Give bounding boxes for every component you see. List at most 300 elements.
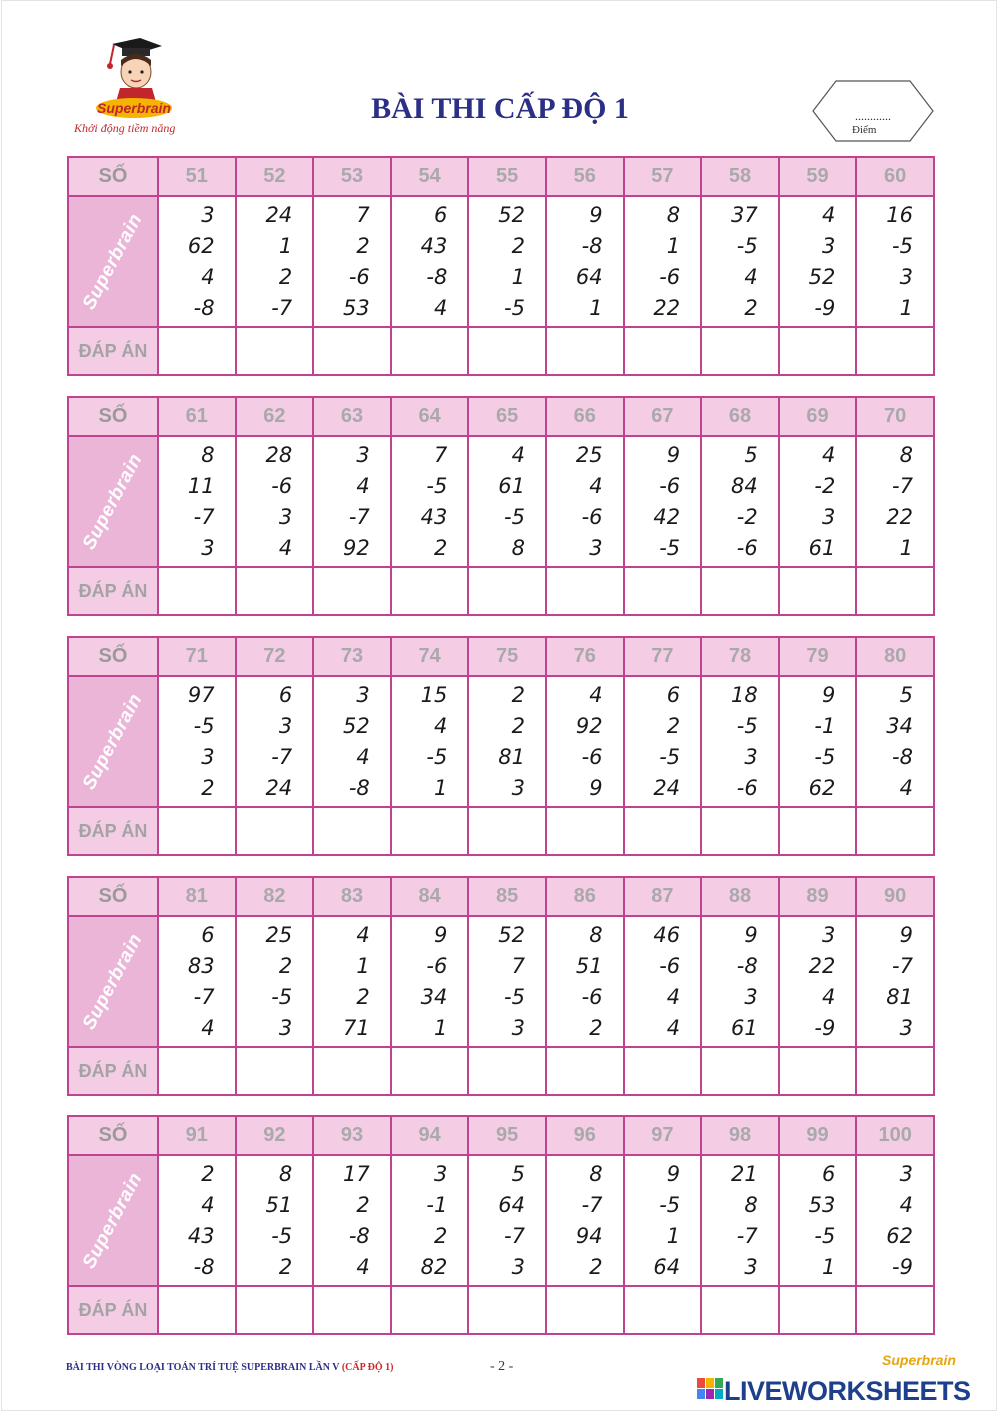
problem-number: 64: [391, 397, 469, 436]
brand-mark: Superbrain: [78, 929, 147, 1033]
operand: 64: [653, 1254, 681, 1279]
operand: 2: [511, 233, 525, 258]
answer-cell[interactable]: [391, 567, 469, 615]
operand: 42: [653, 504, 681, 529]
operand: 2: [201, 775, 215, 800]
problem-number: 94: [391, 1116, 469, 1155]
problem-number: 55: [468, 157, 546, 196]
answer-cell[interactable]: [701, 1047, 779, 1095]
operand: 24: [653, 775, 681, 800]
operand: 4: [821, 984, 836, 1009]
answer-row: [68, 567, 934, 615]
operand: 9: [434, 922, 448, 947]
answer-cell[interactable]: [701, 567, 779, 615]
footer-title: BÀI THI VÒNG LOẠI TOÁN TRÍ TUỆ SUPERBRAIN LẦN V: [66, 1362, 340, 1373]
problem-number: 59: [779, 157, 857, 196]
operand: 62: [808, 775, 836, 800]
problem-number: 93: [313, 1116, 391, 1155]
number-row: [68, 157, 934, 196]
operand: 4: [666, 984, 681, 1009]
problem-number: 91: [158, 1116, 236, 1155]
problem-numbers: [546, 1155, 624, 1286]
problem-numbers: [701, 436, 779, 567]
problem-number: 87: [624, 877, 702, 916]
operand: 52: [343, 713, 370, 738]
operand: 25: [575, 442, 603, 467]
operand: -5: [426, 744, 448, 769]
operand: 3: [434, 1161, 448, 1186]
operand: 3: [201, 744, 215, 769]
problem-numbers: [158, 436, 236, 567]
problem-numbers: [313, 1155, 391, 1286]
answer-cell[interactable]: [468, 567, 546, 615]
operand: 9: [666, 442, 681, 467]
operand: 4: [821, 442, 836, 467]
answer-row: [68, 807, 934, 855]
operand: 7: [356, 202, 370, 227]
operand: 1: [511, 264, 525, 289]
operand: 34: [420, 984, 448, 1009]
problem-numbers: [701, 1155, 779, 1286]
so-label: SỐ: [68, 157, 158, 196]
problem-number: 77: [624, 637, 702, 676]
dap-an-label: ĐÁP ÁN: [68, 327, 158, 375]
operand: 81: [498, 744, 525, 769]
answer-cell[interactable]: [624, 1286, 702, 1334]
operand: -6: [659, 264, 681, 289]
operand: 3: [201, 202, 215, 227]
problem-numbers: [158, 196, 236, 327]
footer-text: [66, 1362, 394, 1373]
answer-row: [68, 1286, 934, 1334]
operand: 7: [434, 442, 448, 467]
problem-number: 63: [313, 397, 391, 436]
problem-numbers: [624, 196, 702, 327]
operand: -5: [659, 535, 681, 560]
operand: -7: [271, 295, 293, 320]
operand: -8: [348, 1223, 370, 1248]
brand-cell: [68, 916, 158, 1047]
operand: 9: [589, 775, 603, 800]
problem-numbers: [313, 676, 391, 807]
numbers-row: [68, 916, 934, 1047]
operand: -6: [271, 473, 293, 498]
operand: 22: [653, 295, 681, 320]
problem-numbers: [313, 196, 391, 327]
operand: 4: [899, 775, 913, 800]
problem-number: 75: [468, 637, 546, 676]
answer-cell[interactable]: [236, 1286, 314, 1334]
problem-number: 66: [546, 397, 624, 436]
operand: -5: [736, 713, 758, 738]
problem-number: 53: [313, 157, 391, 196]
operand: 92: [575, 713, 603, 738]
operand: -5: [504, 984, 525, 1009]
operand: -5: [814, 744, 836, 769]
problem-number: 52: [236, 157, 314, 196]
operand: -7: [193, 504, 215, 529]
answer-cell[interactable]: [391, 327, 469, 375]
liveworksheets-icon: [697, 1378, 723, 1400]
problem-number: 84: [391, 877, 469, 916]
answer-cell[interactable]: [236, 567, 314, 615]
operand: 7: [511, 953, 525, 978]
logo-tagline: Khởi động tiềm năng: [74, 121, 176, 135]
operand: 3: [356, 442, 370, 467]
operand: -5: [659, 1192, 681, 1217]
operand: 3: [278, 504, 293, 529]
problem-number: 70: [856, 397, 934, 436]
answer-cell[interactable]: [779, 567, 857, 615]
operand: 97: [187, 682, 215, 707]
operand: 84: [731, 473, 758, 498]
operand: 4: [356, 744, 370, 769]
operand: 81: [886, 984, 913, 1009]
answer-cell[interactable]: [391, 1286, 469, 1334]
operand: 4: [666, 1015, 681, 1040]
problem-number: 89: [779, 877, 857, 916]
operand: 2: [589, 1015, 603, 1040]
operand: 1: [821, 1254, 836, 1279]
answer-cell[interactable]: [468, 1286, 546, 1334]
operand: -6: [581, 984, 603, 1009]
operand: 8: [589, 922, 603, 947]
operand: 2: [356, 984, 370, 1009]
operand: 4: [201, 1015, 215, 1040]
score-label: Điểm: [852, 124, 877, 136]
operand: -5: [659, 744, 681, 769]
answer-cell[interactable]: [158, 327, 236, 375]
operand: -9: [814, 1015, 836, 1040]
operand: 8: [899, 442, 913, 467]
problem-block: [67, 1115, 935, 1335]
problem-numbers: [701, 196, 779, 327]
answer-cell[interactable]: [779, 807, 857, 855]
operand: -5: [504, 295, 525, 320]
operand: 4: [744, 264, 758, 289]
problem-number: 97: [624, 1116, 702, 1155]
problem-number: 96: [546, 1116, 624, 1155]
operand: 6: [278, 682, 293, 707]
operand: 2: [201, 1161, 215, 1186]
answer-cell[interactable]: [624, 1047, 702, 1095]
problem-numbers: [158, 916, 236, 1047]
answer-cell[interactable]: [546, 1286, 624, 1334]
operand: 52: [498, 202, 525, 227]
operand: 4: [356, 1254, 370, 1279]
operand: 2: [744, 295, 758, 320]
answer-cell[interactable]: [701, 327, 779, 375]
operand: 3: [899, 1015, 913, 1040]
brand-cell: [68, 676, 158, 807]
operand: -6: [581, 504, 603, 529]
problem-number: 99: [779, 1116, 857, 1155]
operand: 2: [589, 1254, 603, 1279]
answer-cell[interactable]: [856, 567, 934, 615]
operand: -6: [348, 264, 370, 289]
problem-number: 85: [468, 877, 546, 916]
answer-cell[interactable]: [546, 807, 624, 855]
problem-numbers: [779, 196, 857, 327]
numbers-row: [68, 196, 934, 327]
brand-cell: [68, 196, 158, 327]
problem-numbers: [779, 436, 857, 567]
operand: 71: [343, 1015, 370, 1040]
operand: 2: [278, 953, 293, 978]
answer-cell[interactable]: [468, 1047, 546, 1095]
operand: 1: [278, 233, 293, 258]
operand: 61: [808, 535, 836, 560]
operand: -5: [504, 504, 525, 529]
answer-cell[interactable]: [158, 1286, 236, 1334]
operand: -8: [581, 233, 603, 258]
operand: -7: [581, 1192, 603, 1217]
operand: 53: [808, 1192, 836, 1217]
operand: -5: [271, 1223, 293, 1248]
answer-cell[interactable]: [236, 807, 314, 855]
operand: 18: [731, 682, 758, 707]
answer-cell[interactable]: [313, 807, 391, 855]
operand: 9: [666, 1161, 681, 1186]
answer-cell[interactable]: [158, 1047, 236, 1095]
numbers-row: [68, 676, 934, 807]
operand: 22: [886, 504, 913, 529]
answer-cell[interactable]: [158, 567, 236, 615]
operand: 2: [511, 682, 525, 707]
operand: -5: [271, 984, 293, 1009]
answer-cell[interactable]: [313, 567, 391, 615]
operand: -7: [271, 744, 293, 769]
operand: 3: [899, 1161, 913, 1186]
operand: -8: [348, 775, 370, 800]
problem-numbers: [391, 1155, 469, 1286]
problem-number: 58: [701, 157, 779, 196]
problem-number: 81: [158, 877, 236, 916]
operand: -5: [736, 233, 758, 258]
operand: 8: [201, 442, 215, 467]
operand: 9: [589, 202, 603, 227]
problem-numbers: [856, 676, 934, 807]
footer-logo: Superbrain: [882, 1352, 956, 1368]
score-dots: ............: [855, 109, 891, 123]
problem-numbers: [391, 196, 469, 327]
operand: -6: [581, 744, 603, 769]
answer-cell[interactable]: [468, 327, 546, 375]
operand: -9: [814, 295, 836, 320]
problem-number: 69: [779, 397, 857, 436]
operand: 5: [744, 442, 758, 467]
problem-number: 60: [856, 157, 934, 196]
operand: 2: [356, 1192, 370, 1217]
answer-row: [68, 327, 934, 375]
problem-numbers: [468, 1155, 546, 1286]
problem-numbers: [236, 196, 314, 327]
operand: 2: [278, 264, 293, 289]
answer-cell[interactable]: [856, 1286, 934, 1334]
problem-block: [67, 156, 935, 376]
answer-cell[interactable]: [624, 807, 702, 855]
operand: 51: [575, 953, 603, 978]
problem-number: 78: [701, 637, 779, 676]
answer-cell[interactable]: [313, 1047, 391, 1095]
operand: -7: [348, 504, 370, 529]
problem-number: 76: [546, 637, 624, 676]
operand: 8: [278, 1161, 293, 1186]
number-row: [68, 637, 934, 676]
page-number: - 2 -: [490, 1359, 514, 1374]
answer-cell[interactable]: [313, 1286, 391, 1334]
operand: 1: [899, 295, 913, 320]
operand: -1: [426, 1192, 448, 1217]
problem-numbers: [313, 436, 391, 567]
so-label: SỐ: [68, 877, 158, 916]
problem-number: 54: [391, 157, 469, 196]
brand-mark: Superbrain: [78, 689, 147, 793]
problem-numbers: [468, 196, 546, 327]
operand: 34: [886, 713, 913, 738]
operand: 61: [498, 473, 525, 498]
problem-numbers: [779, 916, 857, 1047]
operand: 25: [265, 922, 293, 947]
page-title: BÀI THI CẤP ĐỘ 1: [371, 92, 629, 125]
problem-numbers: [624, 676, 702, 807]
operand: 92: [343, 535, 370, 560]
operand: 51: [265, 1192, 293, 1217]
problem-numbers: [546, 916, 624, 1047]
operand: -8: [193, 1254, 215, 1279]
operand: -6: [659, 473, 681, 498]
problem-numbers: [391, 436, 469, 567]
operand: 4: [434, 713, 448, 738]
problem-number: 82: [236, 877, 314, 916]
problem-numbers: [236, 916, 314, 1047]
operand: -7: [193, 984, 215, 1009]
logo-word: Superbrain: [97, 100, 171, 116]
operand: 4: [356, 473, 370, 498]
answer-cell[interactable]: [701, 807, 779, 855]
answer-cell[interactable]: [391, 807, 469, 855]
operand: 5: [899, 682, 913, 707]
answer-cell[interactable]: [313, 327, 391, 375]
problem-numbers: [158, 676, 236, 807]
problem-numbers: [856, 436, 934, 567]
brand-cell: [68, 1155, 158, 1286]
problem-block: [67, 636, 935, 856]
operand: 37: [731, 202, 758, 227]
answer-cell[interactable]: [779, 1047, 857, 1095]
operand: -6: [736, 535, 758, 560]
problem-numbers: [701, 676, 779, 807]
numbers-row: [68, 1155, 934, 1286]
answer-cell[interactable]: [624, 327, 702, 375]
operand: 9: [744, 922, 758, 947]
operand: -8: [736, 953, 758, 978]
answer-cell[interactable]: [236, 1047, 314, 1095]
problem-number: 56: [546, 157, 624, 196]
answer-cell[interactable]: [856, 1047, 934, 1095]
operand: 22: [808, 953, 836, 978]
operand: -8: [426, 264, 448, 289]
so-label: SỐ: [68, 637, 158, 676]
footer-level: (CẤP ĐỘ 1): [341, 1362, 394, 1373]
operand: 16: [886, 202, 913, 227]
answer-cell[interactable]: [236, 327, 314, 375]
operand: 53: [343, 295, 370, 320]
operand: 8: [589, 1161, 603, 1186]
operand: 8: [666, 202, 681, 227]
liveworksheets-watermark: LIVEWORKSHEETS: [724, 1376, 971, 1406]
problem-numbers: [624, 1155, 702, 1286]
answer-cell[interactable]: [391, 1047, 469, 1095]
number-row: [68, 1116, 934, 1155]
operand: 61: [731, 1015, 758, 1040]
operand: 3: [589, 535, 603, 560]
problem-numbers: [546, 436, 624, 567]
operand: 3: [278, 713, 293, 738]
operand: 4: [201, 264, 215, 289]
operand: 6: [821, 1161, 836, 1186]
operand: 4: [821, 202, 836, 227]
so-label: SỐ: [68, 1116, 158, 1155]
operand: 3: [744, 744, 758, 769]
answer-cell[interactable]: [468, 807, 546, 855]
answer-cell[interactable]: [856, 327, 934, 375]
answer-cell[interactable]: [546, 1047, 624, 1095]
operand: 2: [356, 233, 370, 258]
problem-number: 68: [701, 397, 779, 436]
problem-numbers: [158, 1155, 236, 1286]
answer-cell[interactable]: [546, 567, 624, 615]
problem-number: 61: [158, 397, 236, 436]
answer-cell[interactable]: [624, 567, 702, 615]
answer-cell[interactable]: [779, 1286, 857, 1334]
operand: 3: [511, 1254, 525, 1279]
operand: -5: [193, 713, 215, 738]
operand: 3: [278, 1015, 293, 1040]
problem-number: 79: [779, 637, 857, 676]
problem-number: 92: [236, 1116, 314, 1155]
answer-cell[interactable]: [546, 327, 624, 375]
problem-numbers: [313, 916, 391, 1047]
dap-an-label: ĐÁP ÁN: [68, 807, 158, 855]
operand: 43: [420, 233, 448, 258]
dap-an-label: ĐÁP ÁN: [68, 1286, 158, 1334]
answer-cell[interactable]: [158, 807, 236, 855]
operand: 1: [666, 1223, 681, 1248]
operand: 3: [744, 984, 758, 1009]
problem-numbers: [856, 916, 934, 1047]
operand: -6: [659, 953, 681, 978]
operand: 15: [420, 682, 448, 707]
operand: 4: [589, 682, 603, 707]
brand-mark: Superbrain: [78, 449, 147, 553]
operand: 4: [899, 1192, 913, 1217]
answer-cell[interactable]: [856, 807, 934, 855]
operand: 4: [201, 1192, 215, 1217]
problem-numbers: [236, 436, 314, 567]
problem-number: 90: [856, 877, 934, 916]
operand: 6: [666, 682, 681, 707]
dap-an-label: ĐÁP ÁN: [68, 1047, 158, 1095]
problem-number: 65: [468, 397, 546, 436]
operand: 4: [434, 295, 448, 320]
answer-cell[interactable]: [779, 327, 857, 375]
operand: -5: [892, 233, 913, 258]
problem-numbers: [856, 196, 934, 327]
operand: 1: [434, 1015, 448, 1040]
operand: 3: [201, 535, 215, 560]
answer-cell[interactable]: [701, 1286, 779, 1334]
